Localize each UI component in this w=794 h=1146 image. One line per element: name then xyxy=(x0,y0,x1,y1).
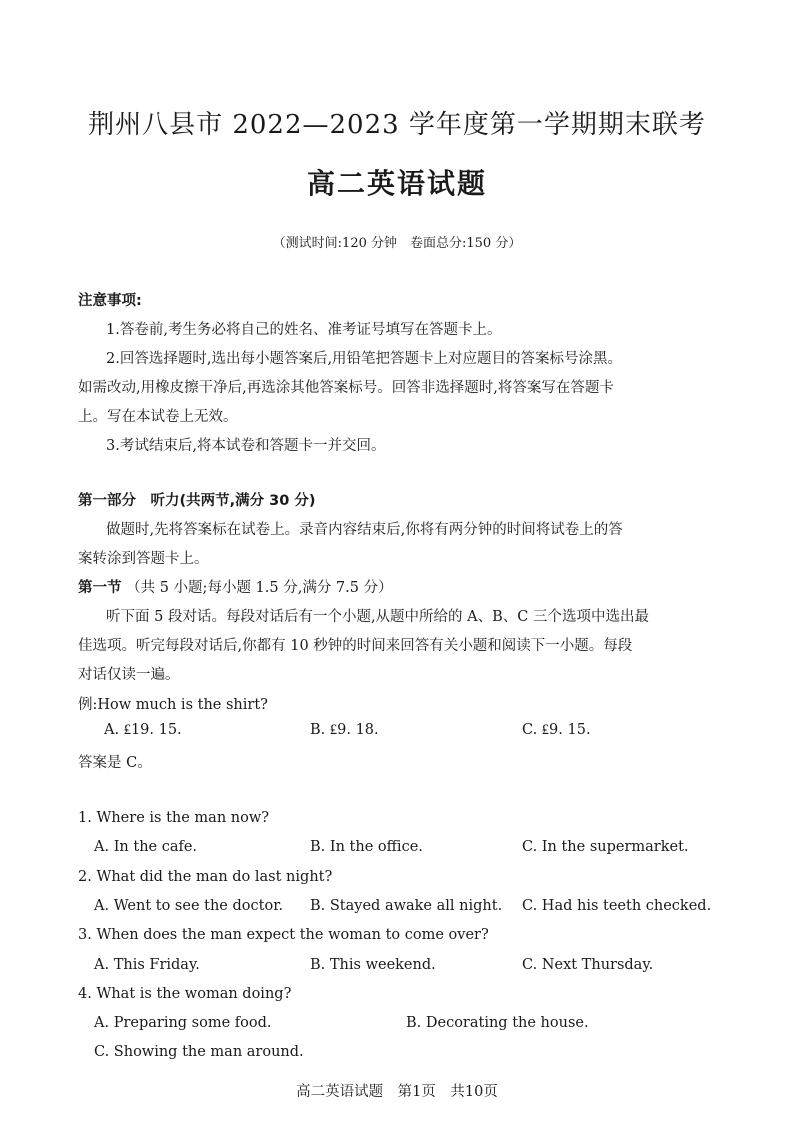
example-option-c: C. ₤9. 15. xyxy=(522,722,591,738)
notice-item-1: 1.答卷前,考生务必将自己的姓名、准考证号填写在答题卡上。 xyxy=(106,322,502,338)
notice-item-2-line-3: 上。写在本试卷上无效。 xyxy=(78,409,238,425)
section1-intro-line-3: 对话仅读一遍。 xyxy=(78,667,180,683)
section1-intro-line-2: 佳选项。听完每段对话后,你都有 10 秒钟的时间来回答有关小题和阅读下一小题。每段 xyxy=(78,638,633,654)
question-4: 4. What is the woman doing? xyxy=(78,986,292,1002)
page-footer: 高二英语试题 第1页 共10页 xyxy=(296,1084,498,1100)
question-2-option-b: B. Stayed awake all night. xyxy=(310,898,503,914)
question-4-option-a: A. Preparing some food. xyxy=(94,1015,272,1031)
exam-subtitle: 高二英语试题 xyxy=(306,167,487,200)
question-1: 1. Where is the man now? xyxy=(78,810,270,826)
question-1-option-b: B. In the office. xyxy=(310,839,423,855)
question-4-option-c: C. Showing the man around. xyxy=(94,1044,304,1060)
question-3: 3. When does the man expect the woman to come over? xyxy=(78,927,489,943)
exam-meta: （测试时间:120 分钟 卷面总分:150 分） xyxy=(272,236,522,251)
question-3-option-b: B. This weekend. xyxy=(310,957,436,973)
section1-heading: 第一节 xyxy=(78,580,122,596)
question-1-option-c: C. In the supermarket. xyxy=(522,839,689,855)
example-question: 例:How much is the shirt? xyxy=(78,697,268,713)
part1-heading: 第一部分 听力(共两节,满分 30 分) xyxy=(78,493,316,509)
example-option-b: B. ₤9. 18. xyxy=(310,722,379,738)
example-option-a: A. ₤19. 15. xyxy=(104,722,182,738)
part1-intro-line-1: 做题时,先将答案标在试卷上。录音内容结束后,你将有两分钟的时间将试卷上的答 xyxy=(106,522,623,538)
question-1-option-a: A. In the cafe. xyxy=(94,839,198,855)
section1-heading-row xyxy=(78,576,393,597)
question-2-option-a: A. Went to see the doctor. xyxy=(94,898,284,914)
question-2: 2. What did the man do last night? xyxy=(78,869,333,885)
question-3-option-a: A. This Friday. xyxy=(94,957,200,973)
section1-heading-rest: （共 5 小题;每小题 1.5 分,满分 7.5 分） xyxy=(126,580,393,596)
section1-intro-line-1: 听下面 5 段对话。每段对话后有一个小题,从题中所给的 A、B、C 三个选项中选出最 xyxy=(106,609,649,625)
question-2-option-c: C. Had his teeth checked. xyxy=(522,898,712,914)
notice-item-2-line-1: 2.回答选择题时,选出每小题答案后,用铅笔把答题卡上对应题目的答案标号涂黑。 xyxy=(106,351,623,367)
notice-item-2-line-2: 如需改动,用橡皮擦干净后,再选涂其他答案标号。回答非选择题时,将答案写在答题卡 xyxy=(78,380,614,396)
question-4-option-b: B. Decorating the house. xyxy=(406,1015,589,1031)
notice-item-3: 3.考试结束后,将本试卷和答题卡一并交回。 xyxy=(106,438,386,454)
notice-heading: 注意事项: xyxy=(78,293,142,309)
question-3-option-c: C. Next Thursday. xyxy=(522,957,654,973)
example-answer: 答案是 C。 xyxy=(78,755,152,771)
part1-intro-line-2: 案转涂到答题卡上。 xyxy=(78,551,209,567)
exam-title: 荆州八县市 2022—2023 学年度第一学期期末联考 xyxy=(88,110,706,140)
